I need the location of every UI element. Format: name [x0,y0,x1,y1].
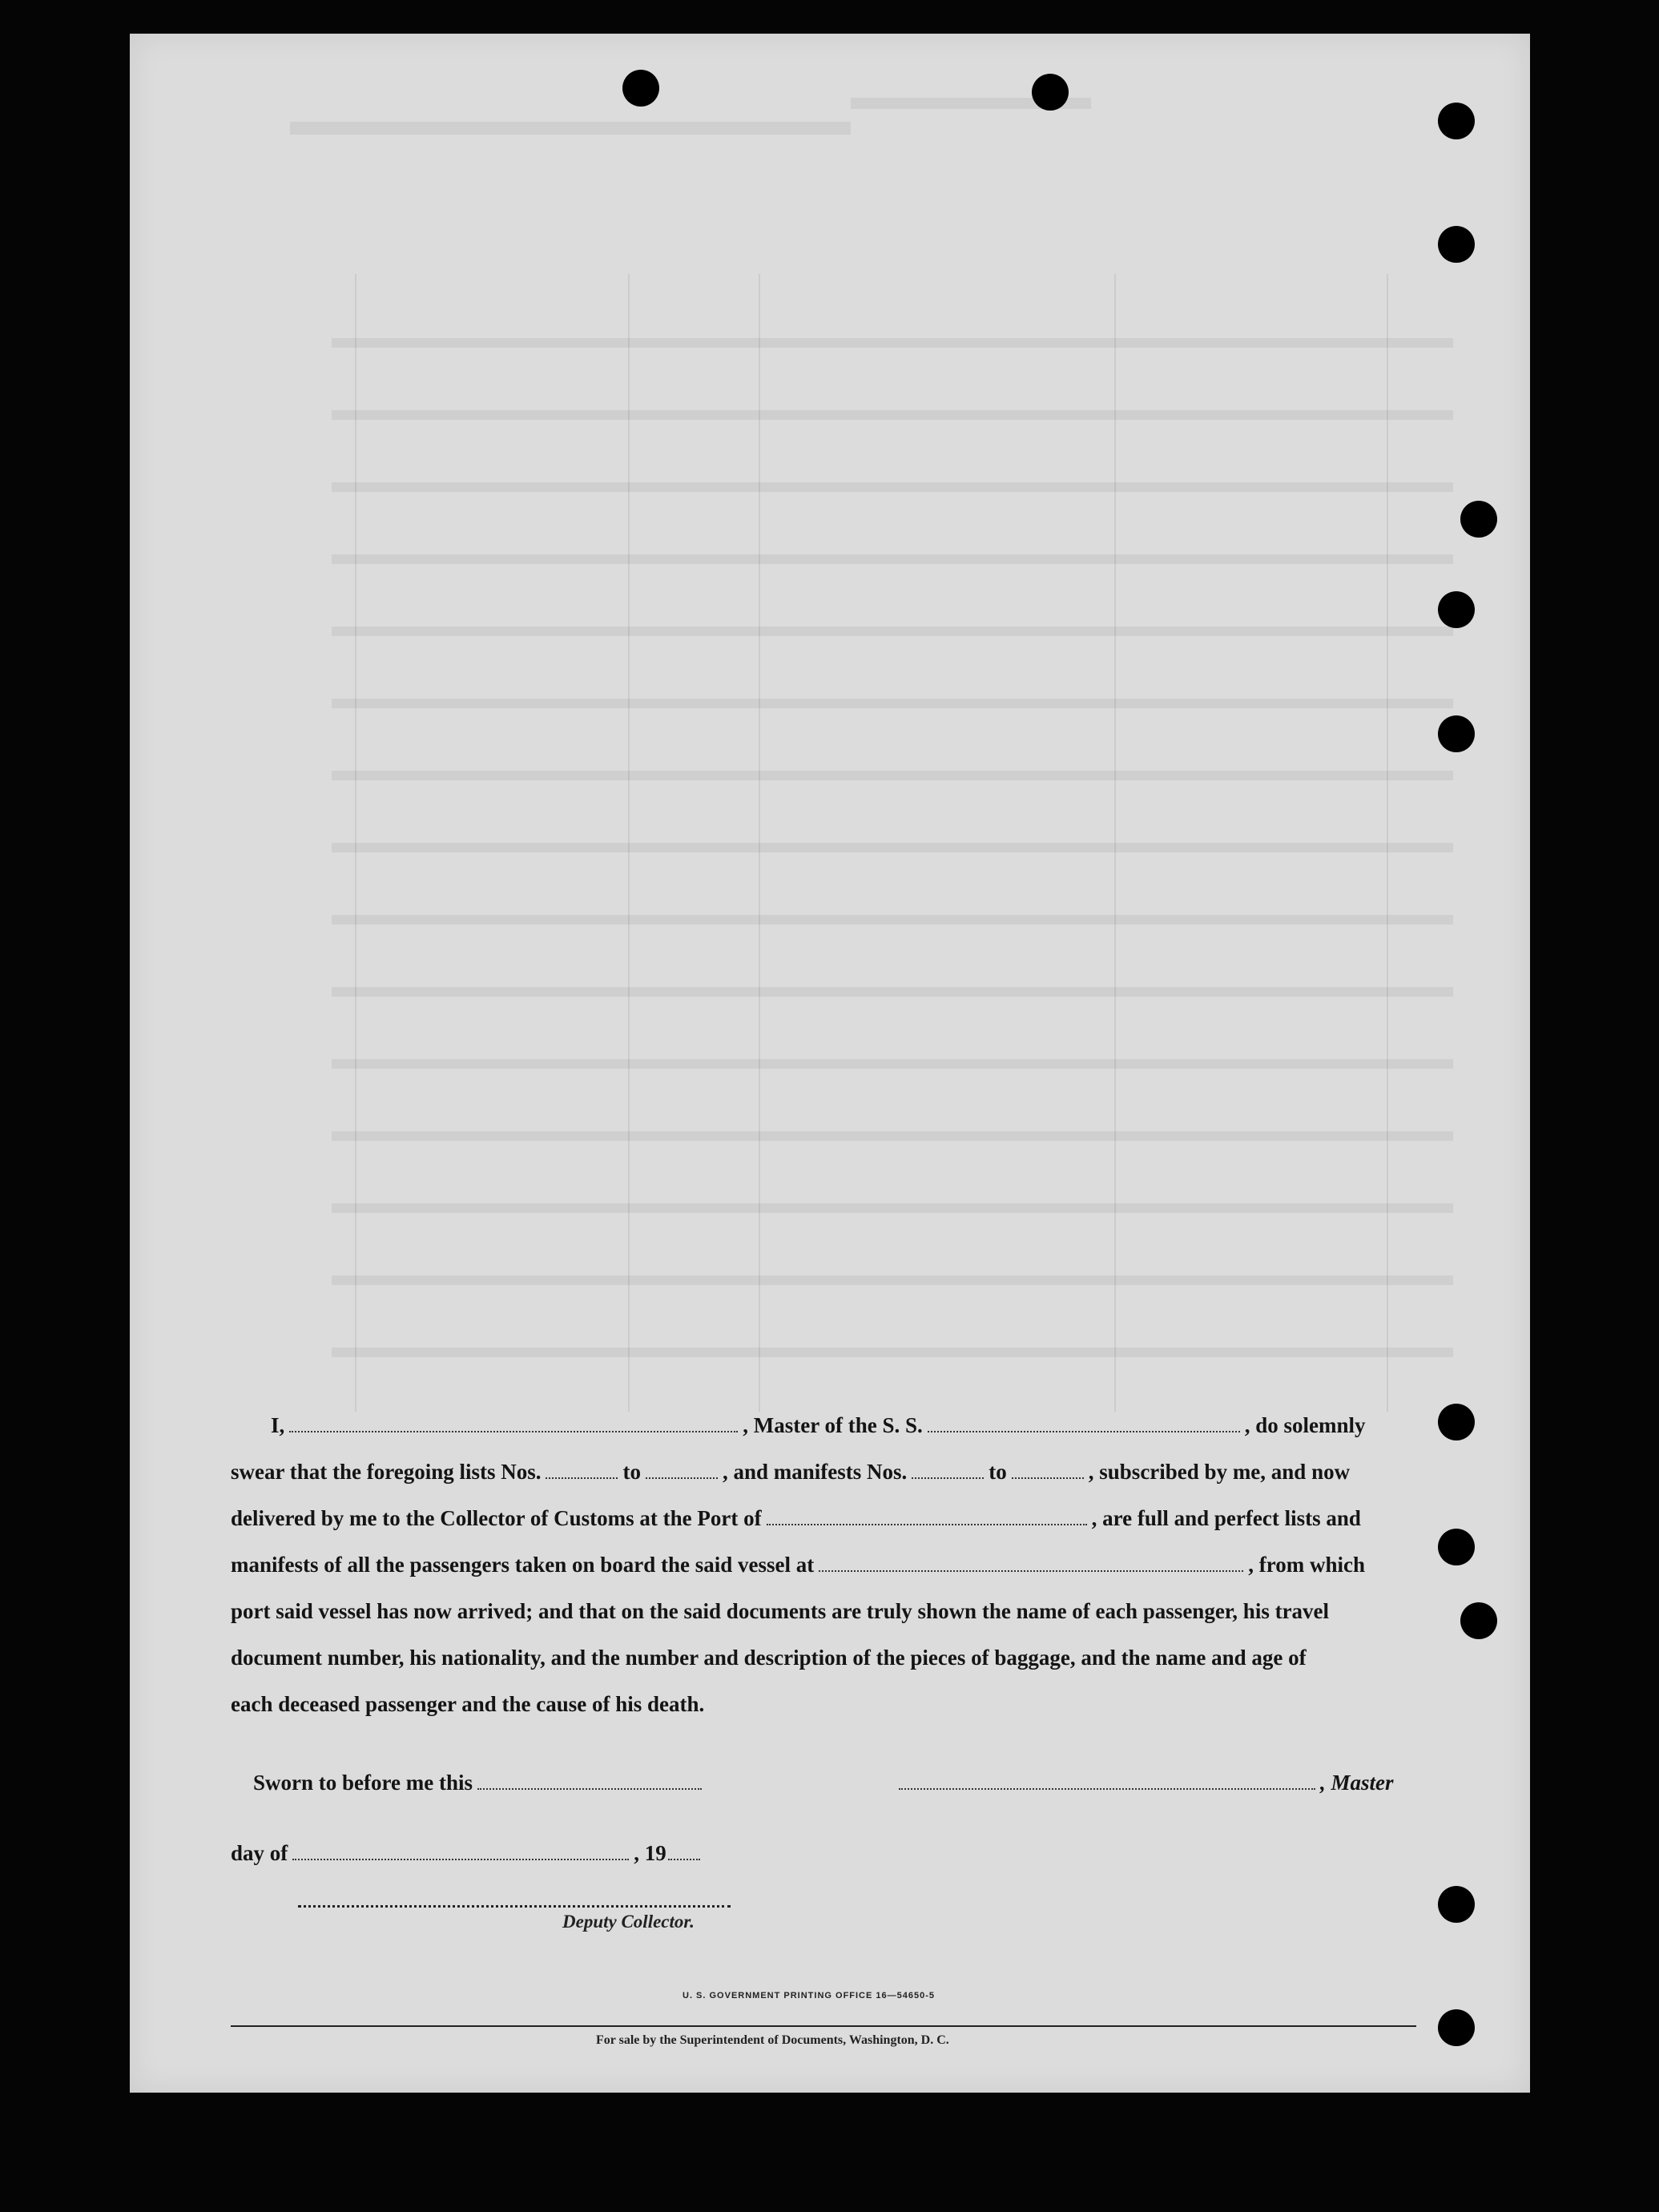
punch-hole [1032,74,1069,111]
oath-line-4: manifests of all the passengers taken on board the said vessel at , from which [231,1553,1366,1577]
lists-to-blank [646,1463,718,1479]
embarkation-port-blank [819,1556,1243,1572]
punch-hole [1438,1404,1475,1440]
punch-hole [622,70,659,107]
punch-hole [1438,1529,1475,1565]
master-signature-blank [899,1774,1315,1790]
oath-line-5: port said vessel has now arrived; and that on the said documents are truly shown the name of each passenger, his travel [231,1599,1330,1623]
oath-line-2: swear that the foregoing lists Nos. to , and manifests Nos. to , subscribed by me, and now [231,1460,1351,1484]
punch-hole [1438,2009,1475,2046]
punch-hole [1438,1886,1475,1923]
oath-line-1: I, , Master of the S. S. , do solemnly [271,1413,1366,1437]
manifests-from-blank [912,1463,984,1479]
master-name-blank [289,1416,738,1432]
lists-from-blank [546,1463,618,1479]
manifest-page [130,34,1530,2093]
punch-hole [1438,103,1475,139]
oath-paragraph [231,1402,1416,1727]
vessel-name-blank [928,1416,1240,1432]
oath-line-7: each deceased passenger and the cause of his death. [231,1692,705,1716]
sale-note: For sale by the Superintendent of Documents, Washington, D. C. [596,2033,949,2047]
deputy-collector-label: Deputy Collector. [562,1912,695,1932]
oath-line-3: delivered by me to the Collector of Customs at the Port of , are full and perfect lists and [231,1506,1361,1530]
punch-hole [1460,501,1497,538]
manifests-to-blank [1012,1463,1084,1479]
day-line: day of , 19 [231,1841,705,1866]
footer-rule [231,2025,1416,2027]
deputy-signature-line [298,1905,731,1908]
punch-hole [1460,1602,1497,1639]
year-blank [668,1844,700,1860]
sworn-line: Sworn to before me this , Master [253,1771,1394,1795]
punch-hole [1438,591,1475,628]
sworn-date-blank [477,1774,702,1790]
punch-hole [1438,715,1475,752]
port-blank [767,1509,1087,1525]
day-month-blank [292,1844,629,1860]
printing-office-imprint: U. S. GOVERNMENT PRINTING OFFICE 16—54650-5 [683,1991,936,2000]
punch-hole [1438,226,1475,263]
oath-line-6: document number, his nationality, and the number and description of the pieces of baggage, and the name and age of [231,1646,1307,1670]
